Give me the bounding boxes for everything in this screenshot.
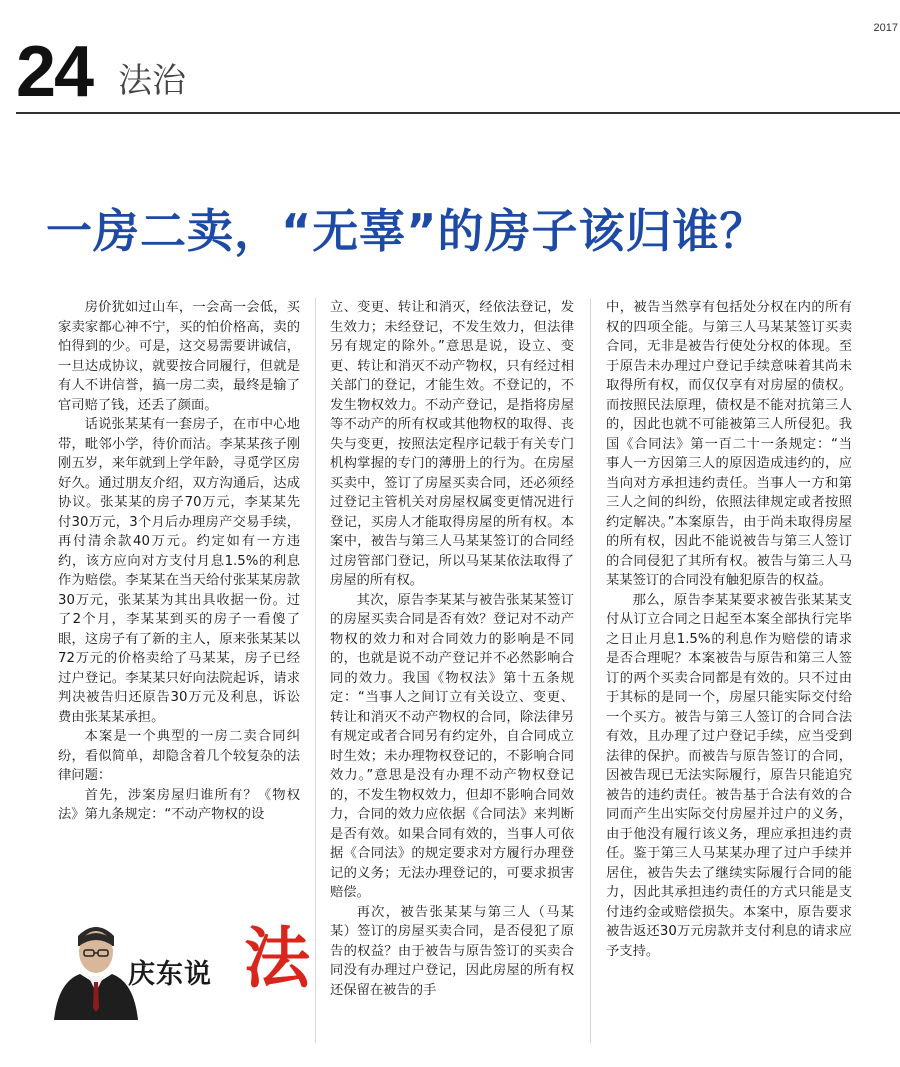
column-divider bbox=[315, 298, 316, 1043]
issue-date-fragment: 2017 bbox=[873, 22, 898, 34]
section-name: 法治 bbox=[118, 61, 186, 101]
header-divider bbox=[16, 112, 900, 114]
headline: 一房二卖，“无辜”的房子该归谁？ bbox=[46, 204, 767, 258]
article-column-3 bbox=[606, 298, 852, 961]
paragraph: 话说张某某有一套房子，在市中心地带，毗邻小学，待价而沽。李某某孩子刚刚五岁，来年就到上学年龄，寻觅学区房好久。通过朋友介绍，双方沟通后，达成协议。张某某的房子70万元，李某某先付30万元，3个月后办理房产交易手续，再付清余款40万元。约定如有一方违约，该方应向对方支付月息1.5%的利息作为赔偿。李某某在当天给付张某某房款30万元，张某某为其出具收据一份。过了2个月，李某某到买的房子一看傻了眼，这房子有了新的主人，原来张某某以72万元的价格卖给了马某某，房子已经过户登记。李某某只好向法院起诉，请求判决被告归还原告30万元及利息，诉讼费由张某某承担。 bbox=[58, 417, 300, 725]
paragraph: 立、变更、转让和消灭，经依法登记，发生效力；未经登记，不发生效力，但法律另有规定的除外。”意思是说，设立、变更、转让和消灭不动产物权，只有经过相关部门的登记，才能生效。不登记的，不发生物权效力。不动产登记，是指将房屋等不动产的所有权或其他物权的取得、丧失与变更，按照法定程序记载于有关专门机构掌握的专门的薄册上的行为。在房屋买卖中，签订了房屋买卖合同，还必须经过登记主管机关对房屋权属变更情况进行登记，买房人才能取得房屋的所有权。本案中，被告与第三人马某某签订的合同经过房管部门登记，所以马某某依法取得了房屋的所有权。 bbox=[330, 300, 574, 588]
paragraph: 中，被告当然享有包括处分权在内的所有权的四项全能。与第三人马某某签订买卖合同，无非是被告行使处分权的体现。至于原告未办理过户登记手续意味着其尚未取得所有权，而仅仅享有对房屋的债权。而按照民法原理，债权是不能对抗第三人的，因此也就不可能被第三人所侵犯。我国《合同法》第一百二十一条规定：“当事人一方因第三人的原因造成违约的，应当向对方承担违约责任。当事人一方和第三人之间的纠纷，依照法律规定或者按照约定解决。”本案原告，由于尚未取得房屋的所有权，因此不能说被告与第三人签订的合同侵犯了其所有权。被告与第三人马某某签订的合同没有触犯原告的权益。 bbox=[606, 300, 852, 588]
article-column-2 bbox=[330, 298, 574, 1000]
paragraph: 再次，被告张某某与第三人（马某某）签订的房屋买卖合同，是否侵犯了原告的权益？由于被告与原告签订的买卖合同没有办理过户登记，因此房屋的所有权还保留在被告的手 bbox=[330, 904, 574, 998]
paragraph: 其次，原告李某某与被告张某某签订的房屋买卖合同是否有效？登记对不动产物权的效力和对合同效力的影响是不同的，也就是说不动产登记并不必然影响合同的效力。我国《物权法》第十五条规定：“当事人之间订立有关设立、变更、转让和消灭不动产物权的合同，除法律另有规定或者合同另有约定外，自合同成立时生效；未办理物权登记的，不影响合同效力。”意思是没有办理不动产物权登记的，不发生物权效力，但却不影响合同效力，合同的效力应依据《合同法》来判断是否有效。如果合同有效的，当事人可依据《合同法》的规定要求对方履行办理登记的义务；无法办理登记的，可要求损害赔偿。 bbox=[330, 592, 574, 900]
paragraph: 本案是一个典型的一房二卖合同纠纷，看似简单，却隐含着几个较复杂的法律问题： bbox=[58, 729, 300, 783]
paragraph: 房价犹如过山车，一会高一会低，买家卖家都心神不宁，买的怕价格高，卖的怕得到的少。可是，这交易需要讲诚信，一旦达成协议，就要按合同履行，但就是有人不讲信誉，搞一房二卖，最终是输了官司赔了钱，还丢了颜面。 bbox=[58, 300, 300, 413]
paragraph: 首先，涉案房屋归谁所有？《物权法》第九条规定：“不动产物权的设 bbox=[58, 787, 300, 822]
paragraph: 那么，原告李某某要求被告张某某支付从订立合同之日起至本案全部执行完毕之日止月息1.5%的利息作为赔偿的请求是否合理呢？本案被告与原告和第三人签订的两个买卖合同都是有效的。只不过由于其标的是同一个，房屋只能实际交付给一个买方。被告与第三人签订的合同合法有效，且办理了过户登记手续，应当受到法律的保护。而被告与原告签订的合同，因被告现已无法实际履行，原告只能追究被告的违约责任。被告基于合法有效的合同而产生出实际交付房屋并过户的义务，由于他没有履行该义务，理应承担违约责任。鉴于第三人马某某办理了过户手续并居住，被告失去了继续实际履行合同的能力，因此其承担违约责任的方式只能是支付违约金或赔偿损失。本案中，原告要求被告返还30万元房款并支付利息的请求应予支持。 bbox=[606, 592, 852, 959]
column-brand-name: 庆东说 bbox=[128, 959, 212, 990]
page-number: 24 bbox=[16, 32, 93, 112]
column-brand-box bbox=[48, 912, 310, 1022]
column-brand-emphasis: 法 bbox=[244, 920, 310, 997]
column-divider bbox=[590, 298, 591, 1043]
article-column-1 bbox=[58, 298, 300, 825]
